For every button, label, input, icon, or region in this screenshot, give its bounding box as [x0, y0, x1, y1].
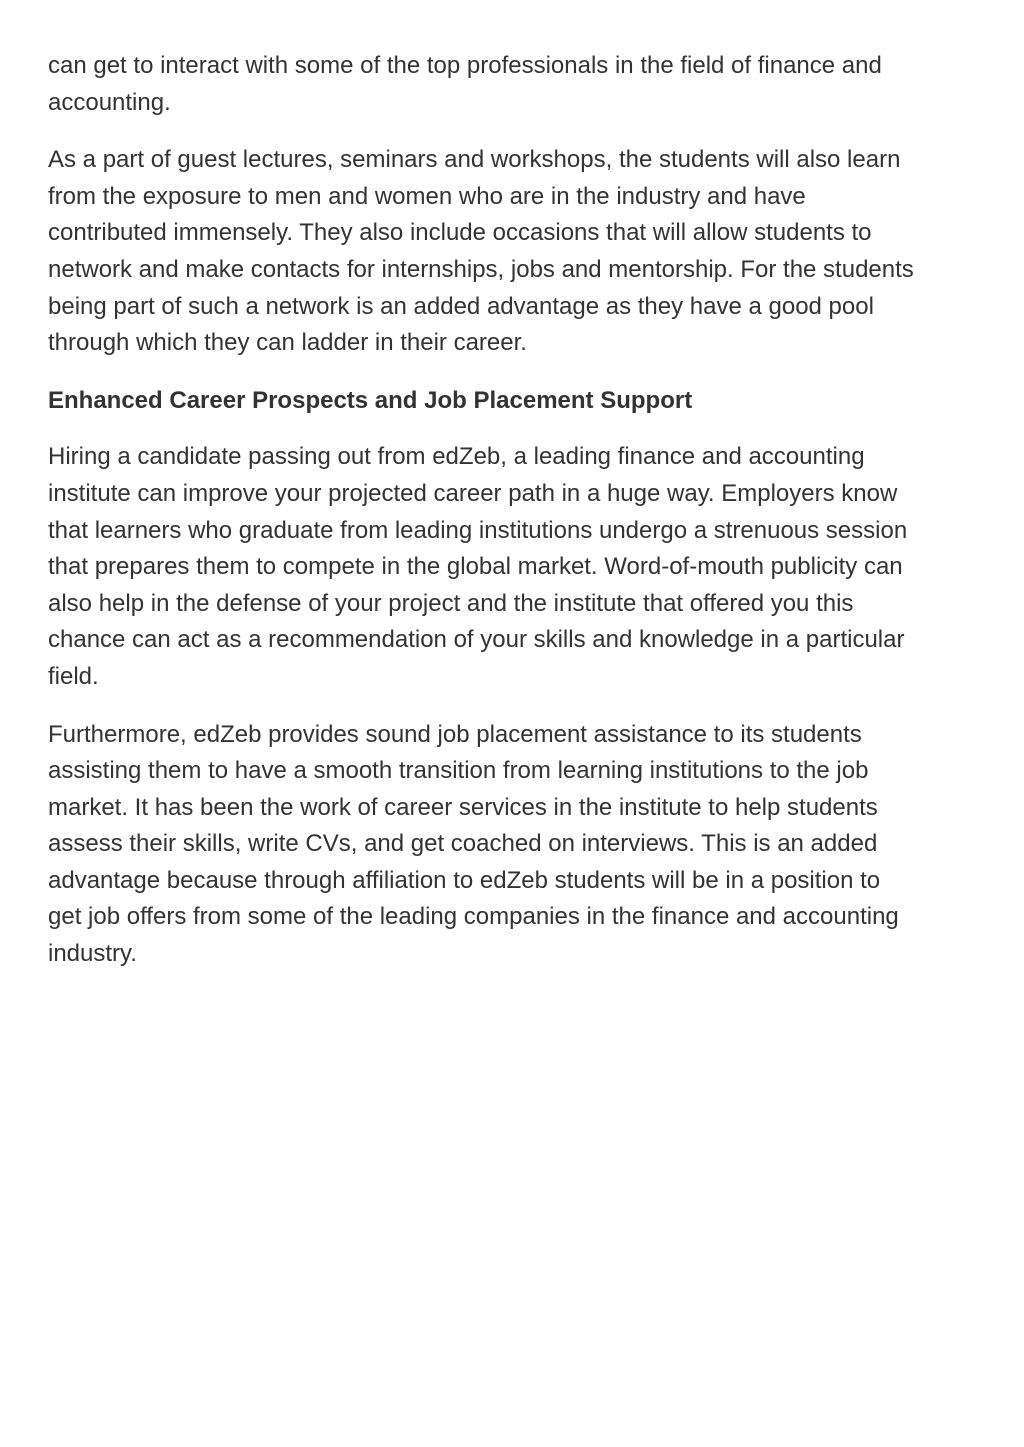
text-line: accounting.	[48, 88, 171, 116]
text-line: being part of such a network is an added advantage as they have a good pool	[48, 292, 874, 320]
text-line: institute can improve your projected career path in a huge way. Employers know	[48, 479, 898, 507]
text-line: field.	[48, 662, 99, 690]
paragraph-guest-lectures	[48, 142, 978, 362]
text-line: As a part of guest lectures, seminars and workshops, the students will also learn	[48, 146, 901, 174]
section-heading: Enhanced Career Prospects and Job Placement Support	[48, 386, 693, 414]
document-page	[48, 48, 978, 994]
text-line: that prepares them to compete in the global market. Word-of-mouth publicity can	[48, 553, 903, 581]
text-line: network and make contacts for internships, jobs and mentorship. For the students	[48, 255, 914, 283]
text-line: chance can act as a recommendation of your skills and knowledge in a particular	[48, 626, 905, 654]
paragraph-networking-intro	[48, 48, 978, 121]
text-line: assess their skills, write CVs, and get coached on interviews. This is an added	[48, 830, 878, 858]
text-line: advantage because through affiliation to edZeb students will be in a position to	[48, 866, 881, 894]
text-line: that learners who graduate from leading institutions undergo a strenuous session	[48, 516, 908, 544]
text-line: get job offers from some of the leading companies in the finance and accounting	[48, 903, 899, 931]
text-line: through which they can ladder in their career.	[48, 329, 527, 357]
paragraph-career-prospects	[48, 439, 978, 695]
text-line: Furthermore, edZeb provides sound job placement assistance to its students	[48, 720, 862, 748]
text-line: assisting them to have a smooth transition from learning institutions to the job	[48, 757, 869, 785]
text-line: also help in the defense of your project and the institute that offered you this	[48, 589, 854, 617]
text-line: from the exposure to men and women who are in the industry and have	[48, 182, 806, 210]
paragraph-job-placement	[48, 717, 978, 973]
text-line: industry.	[48, 940, 137, 968]
text-line: market. It has been the work of career services in the institute to help students	[48, 793, 878, 821]
text-line: Hiring a candidate passing out from edZeb, a leading finance and accounting	[48, 443, 865, 471]
text-line: can get to interact with some of the top professionals in the field of finance and	[48, 52, 882, 79]
text-line: contributed immensely. They also include occasions that will allow students to	[48, 219, 872, 247]
